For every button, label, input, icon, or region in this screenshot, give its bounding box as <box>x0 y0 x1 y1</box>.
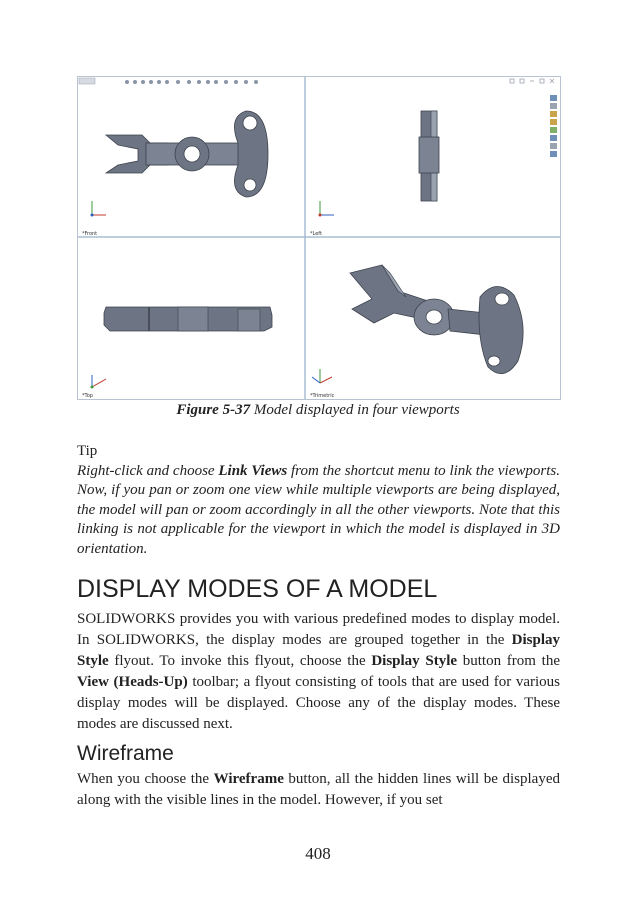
paragraph-text: button from the <box>457 653 560 669</box>
viewport-graphic <box>78 77 560 399</box>
figure-four-viewports <box>77 76 561 400</box>
bold-view-heads-up: View (Heads-Up) <box>77 674 188 690</box>
trimetric-view-label: *Trimetric <box>310 393 335 399</box>
tip-bold-link-views: Link Views <box>218 463 288 479</box>
left-triad <box>319 201 335 217</box>
left-view-model <box>419 111 439 201</box>
page-number: 408 <box>305 844 331 863</box>
task-pane-icons[interactable] <box>550 95 557 157</box>
tip-text: from the shortcut menu to link the viewports. Now, if you pan or zoom one view while multiple viewports are being displayed, the model will pan or zoom accordingly in all the other viewports. Note that this linking is not applicable for the viewport in which the model is displayed in 3D orientation. <box>77 463 560 557</box>
tip-text: Right-click and choose <box>77 463 219 479</box>
front-view-label: *Front <box>82 231 98 237</box>
section-paragraph <box>77 609 560 735</box>
bold-wireframe: Wireframe <box>213 771 284 787</box>
subsection-paragraph <box>77 769 560 811</box>
bold-display-style: Display Style <box>77 632 560 669</box>
section-heading: DISPLAY MODES OF A MODEL <box>77 575 438 603</box>
paragraph-text: button, all the hidden lines will be displayed along with the visible lines in the model. However, if you set <box>77 771 561 808</box>
tip-label: Tip <box>77 443 98 459</box>
trimetric-triad <box>312 369 332 383</box>
paragraph-text: SOLIDWORKS provides you with various predefined modes to display model. In SOLIDWORKS, the display modes are grouped together in the <box>77 611 560 648</box>
paragraph-text: toolbar; a flyout consisting of tools that are used for various display modes will be displayed. Choose any of the display modes. These modes are discussed next. <box>77 674 560 732</box>
paragraph-text: When you choose the <box>77 771 214 787</box>
tip-body <box>77 462 560 559</box>
top-view-label: *Top <box>82 393 93 399</box>
figure-caption <box>0 402 636 419</box>
trimetric-view-model <box>350 265 523 374</box>
tab-button[interactable] <box>79 78 95 84</box>
front-triad <box>91 201 107 217</box>
figure-number: Figure 5-37 <box>176 402 251 418</box>
left-view-label: *Left <box>310 231 322 237</box>
top-triad <box>91 375 107 389</box>
figure-caption-text: Model displayed in four viewports <box>250 402 460 418</box>
top-view-model <box>104 307 272 331</box>
bold-display-style: Display Style <box>371 653 458 669</box>
subsection-heading: Wireframe <box>77 742 174 765</box>
paragraph-text: flyout. To invoke this flyout, choose the <box>108 653 372 669</box>
front-view-model <box>106 111 268 197</box>
